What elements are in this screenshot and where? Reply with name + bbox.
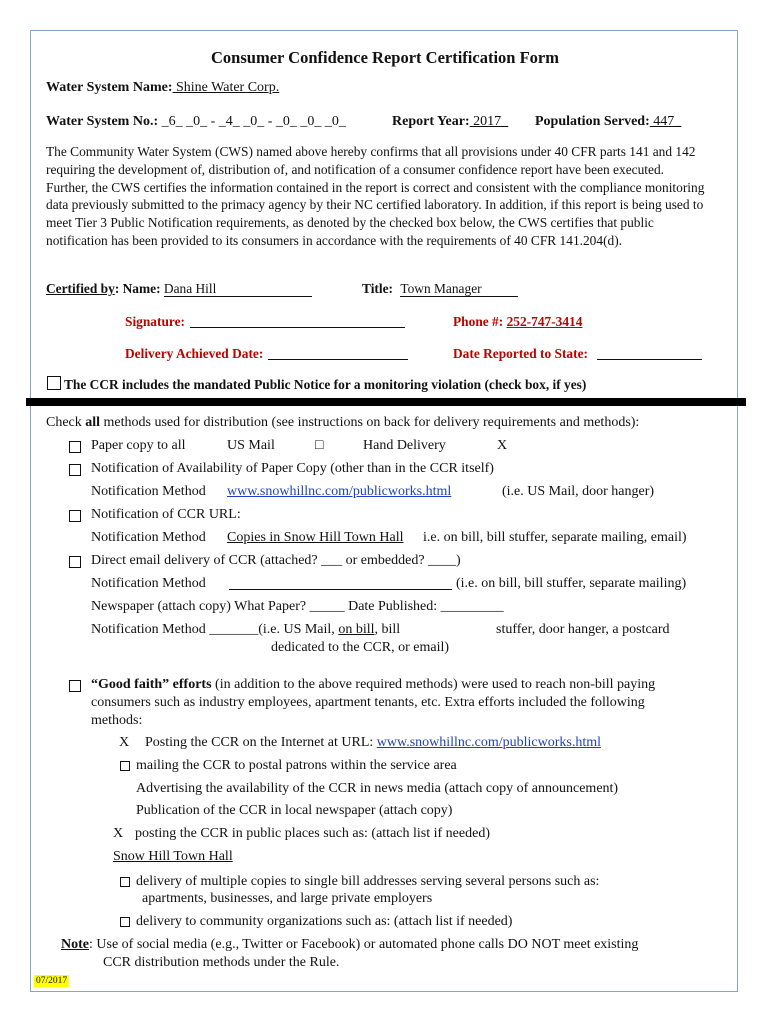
methods-intro-post: methods used for distribution (see instructions on back for delivery requirements and methods): <box>100 415 640 430</box>
report-year-label: Report Year: <box>392 114 470 129</box>
title-label: Title: <box>362 281 393 296</box>
title-value: Town Manager <box>400 281 482 296</box>
community-checkbox[interactable] <box>120 917 130 927</box>
phone-row <box>453 314 582 330</box>
good-faith-line1 <box>91 677 655 693</box>
signature-field[interactable] <box>190 327 405 328</box>
direct-email-checkbox[interactable] <box>69 556 81 568</box>
hand-delivery-mark: X <box>497 438 508 453</box>
newspaper-row: Newspaper (attach copy) What Paper? _____ Date Published: _________ <box>91 599 504 614</box>
title-row <box>362 281 518 297</box>
newspaper-method-dedicated: dedicated to the CCR, or email) <box>271 640 450 655</box>
report-year-row <box>392 114 508 130</box>
posting-url-link[interactable]: www.snowhillnc.com/publicworks.html <box>376 735 602 750</box>
date-reported-row <box>453 346 588 362</box>
town-hall-location: Snow Hill Town Hall <box>113 849 233 864</box>
public-notice-checkbox[interactable] <box>47 376 61 390</box>
good-faith-line1-text: (in addition to the above required methods) were used to reach non-bill paying <box>211 677 656 692</box>
title-field[interactable] <box>400 282 518 297</box>
water-system-number-row <box>46 114 346 130</box>
good-faith-line2: consumers such as industry employees, apartment tenants, etc. Extra efforts included the following <box>91 695 645 710</box>
mailing-checkbox[interactable] <box>120 761 130 771</box>
good-faith-heading: “Good faith” efforts <box>91 677 212 692</box>
certified-name-value: Dana Hill <box>163 281 217 296</box>
public-places-mark: X <box>113 826 124 841</box>
availability-label: Notification of Availability of Paper Copy (other than in the CCR itself) <box>91 461 494 476</box>
advertising-label: Advertising the availability of the CCR in news media (attach copy of announcement) <box>136 781 619 796</box>
date-reported-field[interactable] <box>597 359 702 360</box>
newspaper-method-row <box>91 622 400 638</box>
methods-intro-all: all <box>85 415 101 430</box>
posting-label: Posting the CCR on the Internet at URL: <box>145 735 377 750</box>
paper-copy-label: Paper copy to all <box>91 438 186 453</box>
hand-delivery-label: Hand Delivery <box>363 438 446 453</box>
publication-label: Publication of the CCR in local newspaper (attach copy) <box>136 803 453 818</box>
hand-delivery-checkbox[interactable]: □ <box>315 438 324 453</box>
delivery-date-label: Delivery Achieved Date: <box>125 346 264 361</box>
good-faith-checkbox[interactable] <box>69 680 81 692</box>
mailing-label: mailing the CCR to postal patrons within the service area <box>136 758 457 773</box>
water-system-number-label: Water System No.: <box>46 114 159 129</box>
ccr-url-example: i.e. on bill, bill stuffer, separate mailing, email) <box>423 530 687 545</box>
form-title: Consumer Confidence Report Certification Form <box>211 48 559 67</box>
phone-label: Phone #: <box>453 314 504 329</box>
water-system-name-row <box>46 80 279 96</box>
ccr-url-method-label: Notification Method <box>91 530 206 545</box>
methods-intro-pre: Check <box>46 415 86 430</box>
revision-date-badge: 07/2017 <box>36 976 68 986</box>
availability-example: (i.e. US Mail, door hanger) <box>502 484 655 499</box>
note-text: : Use of social media (e.g., Twitter or Facebook) or automated phone calls DO NOT meet existing <box>89 937 639 952</box>
note-row <box>61 937 638 953</box>
signature-row <box>125 314 185 330</box>
email-method-label: Notification Method <box>91 576 206 591</box>
availability-method-label: Notification Method <box>91 484 206 499</box>
date-reported-label: Date Reported to State: <box>453 346 588 361</box>
posting-mark: X <box>119 735 130 750</box>
paper-copy-checkbox[interactable] <box>69 441 81 453</box>
good-faith-line3: methods: <box>91 713 143 728</box>
population-value: 447_ <box>649 114 682 129</box>
note-label: Note <box>61 937 89 952</box>
delivery-date-row <box>125 346 263 362</box>
certified-name-field[interactable] <box>164 282 312 297</box>
email-method-field[interactable] <box>229 589 452 590</box>
email-method-example: (i.e. on bill, bill stuffer, separate mailing) <box>456 576 687 591</box>
delivery-date-field[interactable] <box>268 359 408 360</box>
certification-paragraph: The Community Water System (CWS) named above hereby confirms that all provisions under 40 CFR parts 141 and 142 requiring the development of, distribution of, and notification of a consumer confidence report have been executed. Further, the CWS certifies the information contained in the report is correct and consistent with the compliance monitoring data previously submitted to the primacy agency by their NC certified laboratory. In addition, if this report is being used to meet Tier 3 Public Notification requirements, as denoted by the checked box below, the CWS certifies that public notification has been provided to its consumers in accordance with the requirements of 40 CFR 141.204(d). <box>46 144 705 248</box>
report-year-value: 2017_ <box>469 114 509 129</box>
newspaper-method-post: , bill <box>374 622 401 637</box>
community-label: delivery to community organizations such as: (attach list if needed) <box>136 914 513 929</box>
ccr-url-method-value: Copies in Snow Hill Town Hall <box>227 530 404 545</box>
us-mail-label: US Mail <box>227 438 275 453</box>
certified-name-label: : Name: <box>114 281 161 296</box>
population-row <box>535 114 681 130</box>
ccr-url-label: Notification of CCR URL: <box>91 507 241 522</box>
direct-email-label: Direct email delivery of CCR (attached? ___ or embedded? ____) <box>91 553 461 568</box>
availability-checkbox[interactable] <box>69 464 81 476</box>
certified-by-label: Certified by <box>46 281 115 296</box>
water-system-name-value: Shine Water Corp. <box>172 80 280 95</box>
newspaper-method-stuffer: stuffer, door hanger, a postcard <box>496 622 670 637</box>
newspaper-method-on-bill: on bill <box>338 622 375 637</box>
posting-row <box>145 735 601 751</box>
note-text-2: CCR distribution methods under the Rule. <box>103 955 340 970</box>
signature-label: Signature: <box>125 314 186 329</box>
newspaper-method-pre: Notification Method _______(i.e. US Mail, <box>91 622 339 637</box>
ccr-url-checkbox[interactable] <box>69 510 81 522</box>
multiple-copies-checkbox[interactable] <box>120 877 130 887</box>
methods-intro <box>46 415 639 431</box>
water-system-number-value: _6_ _0_ - _4_ _0_ - _0_ _0_ _0_ <box>158 114 346 129</box>
water-system-name-label: Water System Name: <box>46 80 173 95</box>
public-places-label: posting the CCR in public places such as: (attach list if needed) <box>135 826 490 841</box>
availability-url-link[interactable]: www.snowhillnc.com/publicworks.html <box>227 484 452 499</box>
section-divider <box>26 398 746 406</box>
multiple-copies-label-2: apartments, businesses, and large private employers <box>142 891 433 906</box>
multiple-copies-label: delivery of multiple copies to single bill addresses serving several persons such as: <box>136 874 600 889</box>
population-label: Population Served: <box>535 114 650 129</box>
certified-by-row <box>46 281 312 297</box>
public-notice-label: The CCR includes the mandated Public Notice for a monitoring violation (check box, if yes) <box>64 377 587 392</box>
phone-value: 252-747-3414 <box>506 314 583 329</box>
